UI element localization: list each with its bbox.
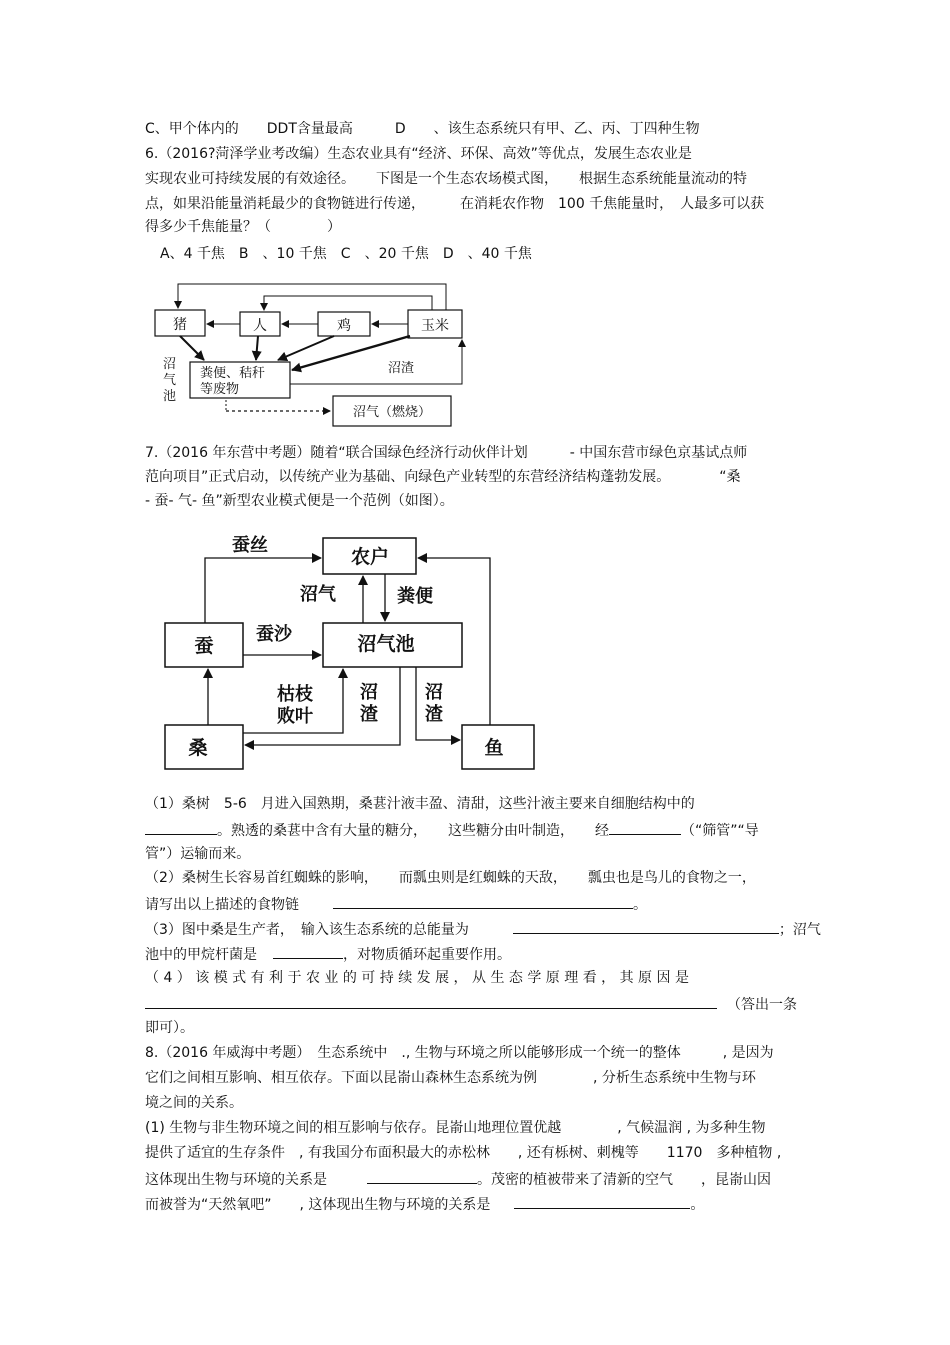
- answer-blank[interactable]: [367, 1169, 477, 1184]
- q7-sub1-text-b: （“筛管”“导: [681, 823, 759, 839]
- silkworm-feces-label: 蚕沙: [256, 624, 292, 645]
- q7-line-1: 7.（2016 年东营中考题）随着“联合国绿色经济行动伙伴计划 - 中国东营市绿色京基试点师: [145, 445, 748, 461]
- q8-line6-text-a: 这体现出生物与环境的关系是: [145, 1172, 327, 1188]
- answer-blank[interactable]: [145, 994, 717, 1009]
- q7-sub2-text: 请写出以上描述的食物链: [145, 897, 299, 913]
- q7-sub3-text-c: 池中的甲烷杆菌是: [145, 947, 257, 963]
- branches-label-1: 枯枝: [277, 684, 313, 705]
- q8-line-1: 8.（2016 年威海中考题） 生态系统中 ., 生物与环境之所以能够形成一个统一的整体 , 是因为: [145, 1045, 774, 1061]
- farmer-label: 农户: [350, 546, 390, 568]
- chicken-label: 鸡: [337, 318, 351, 334]
- q6-line-4: 得多少千焦能量？（ ）: [145, 219, 341, 235]
- q7-sub3-text-d: ，对物质循环起重要作用。: [343, 947, 511, 963]
- q8-line-5: 提供了适宜的生存条件 , 有我国分布面积最大的赤松林 , 还有栎树、刺槐等 1170 多种植物 ,: [145, 1145, 782, 1161]
- residue-label: 沼渣: [388, 361, 415, 376]
- residue-a-label-2: 渣: [360, 704, 378, 725]
- q7-sub1-line-2: [145, 820, 759, 840]
- silkworm-label: 蚕: [194, 635, 214, 657]
- silk-label: 蚕丝: [232, 535, 268, 556]
- residue-a-label-1: 沼: [360, 682, 378, 703]
- q7-sub4-line-2: [145, 994, 797, 1014]
- answer-blank[interactable]: [273, 944, 343, 959]
- answer-blank[interactable]: [609, 820, 681, 835]
- q7-sub4-line-1: （ 4 ） 该 模 式 有 利 于 农 业 的 可 持 续 发 展 ， 从 生 态 学 原 理 看 ， 其 原 因 是: [145, 970, 689, 986]
- q5-options: C、甲个体内的 DDT含量最高 D 、该生态系统只有甲、乙、丙、丁四种生物: [145, 121, 700, 137]
- answer-blank[interactable]: [333, 894, 633, 909]
- waste-label-2: 等废物: [200, 382, 240, 397]
- q7-sub1-text-a: 。熟透的桑葚中含有大量的糖分， 这些糖分由叶制造， 经: [217, 823, 609, 839]
- manure-label: 粪便: [397, 586, 433, 607]
- q8-line7-end: 。: [690, 1197, 705, 1213]
- q7-sub3-text-b: ；沼气: [778, 922, 821, 938]
- svg-text:池: 池: [163, 389, 177, 404]
- q6-line-1: 6.（2016?菏泽学业考改编）生态农业具有“经济、环保、高效”等优点，发展生态农业是: [145, 146, 692, 162]
- svg-text:气: 气: [163, 373, 177, 388]
- q8-line-7: [145, 1194, 704, 1214]
- human-label: 人: [253, 318, 267, 334]
- q7-sub2-line-1: （2）桑树生长容易首红蜘蛛的影响， 而瓢虫则是红蜘蛛的天敌， 瓢虫也是鸟儿的食物之一，: [145, 870, 756, 886]
- residue-b-label-2: 渣: [425, 704, 443, 725]
- mulberry-label: 桑: [188, 737, 208, 759]
- answer-blank[interactable]: [513, 919, 779, 934]
- q8-line-6: [145, 1169, 771, 1189]
- q6-line-3: 点，如果沿能量消耗最少的食物链进行传递， 在消耗农作物 100 千焦能量时， 人最多可以获: [145, 196, 765, 212]
- q7-sub3-line-1: [145, 919, 821, 939]
- q7-sub1-line-1: （1）桑树 5-6 月进入国熟期，桑葚汁液丰盈、清甜，这些汁液主要来自细胞结构中的: [145, 796, 695, 812]
- residue-b-label-1: 沼: [425, 682, 443, 703]
- q7-sub2-end: 。: [633, 897, 647, 913]
- branches-label-2: 败叶: [277, 706, 313, 727]
- fish-label: 鱼: [484, 737, 504, 759]
- q8-line-4: (1) 生物与非生物环境之间的相互影响与依存。昆嵛山地理位置优越 , 气候温润 , 为多种生物: [145, 1120, 766, 1136]
- q8-line7-text: 而被誉为“天然氧吧” , 这体现出生物与环境的关系是: [145, 1197, 491, 1213]
- q8-line-3: 境之间的关系。: [145, 1095, 243, 1111]
- biogas-burn-label: 沼气（燃烧）: [352, 405, 432, 420]
- q7-sub2-line-2: [145, 894, 647, 914]
- q7-sub1-line-3: 管”）运输而来。: [145, 846, 251, 862]
- answer-blank[interactable]: [145, 820, 217, 835]
- answer-blank[interactable]: [514, 1194, 690, 1209]
- q7-sub4-line-3: 即可）。: [145, 1020, 194, 1036]
- q7-sub3-text-a: （3）图中桑是生产者， 输入该生态系统的总能量为: [145, 922, 469, 938]
- q7-sub3-line-2: [145, 944, 511, 964]
- waste-label-1: 粪便、秸秆: [200, 366, 266, 381]
- q6-line-2: 实现农业可持续发展的有效途径。 下图是一个生态农场模式图， 根据生态系统能量流动的特: [145, 171, 747, 187]
- q7-line-3: - 蚕- 气- 鱼”新型农业模式便是一个范例（如图）。: [145, 493, 454, 509]
- biogas-label: 沼气: [300, 584, 336, 605]
- svg-text:沼: 沼: [163, 357, 177, 372]
- q8-line-2: 它们之间相互影响、相互依存。下面以昆嵛山森林生态系统为例 , 分析生态系统中生物与环: [145, 1070, 756, 1086]
- pig-label: 猪: [173, 317, 187, 333]
- biogas-pool-label: 沼气池: [357, 633, 415, 655]
- q7-sub4-text: （答出一条: [727, 997, 797, 1013]
- q7-line-2: 范向项目”正式启动，以传统产业为基础、向绿色产业转型的东营经济结构蓬勃发展。 “桑: [145, 469, 741, 485]
- q8-line6-text-b: 。茂密的植被带来了清新的空气 ，昆嵛山因: [477, 1172, 771, 1188]
- corn-label: 玉米: [421, 318, 449, 334]
- q6-options: A、4 千焦 B 、10 千焦 C 、20 千焦 D 、40 千焦: [160, 246, 532, 262]
